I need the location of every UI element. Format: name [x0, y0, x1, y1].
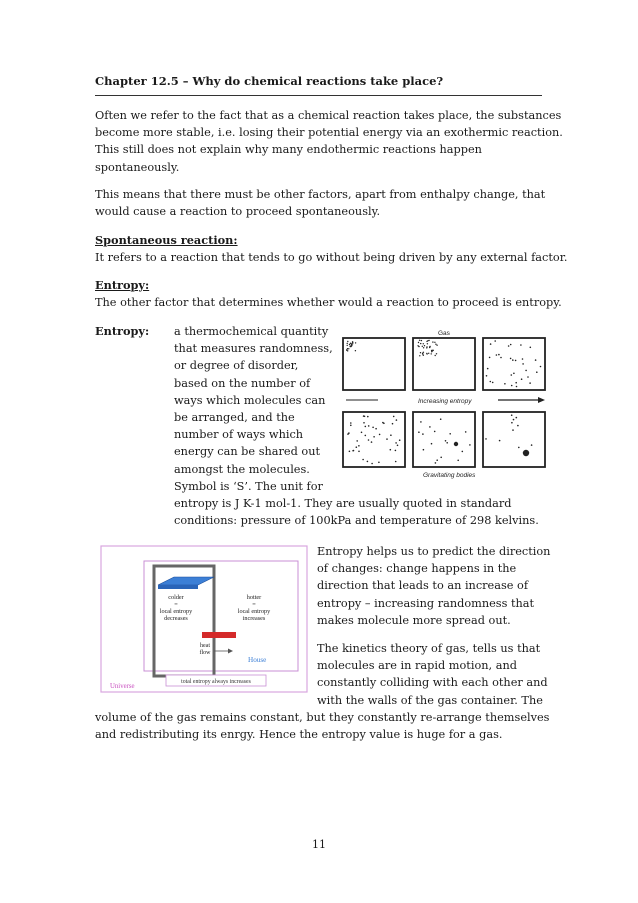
- particle: [347, 343, 348, 344]
- particle: [429, 426, 431, 428]
- particle: [422, 433, 424, 435]
- particle: [426, 346, 427, 347]
- particle: [362, 459, 364, 461]
- particle: [440, 457, 442, 459]
- equals-label: =: [252, 601, 256, 608]
- particle: [518, 447, 520, 449]
- text-line: amongst the molecules.: [174, 462, 310, 476]
- particle: [423, 355, 424, 356]
- particle: [435, 462, 437, 464]
- particle: [390, 449, 392, 451]
- particle: [536, 371, 538, 373]
- particle: [347, 433, 349, 435]
- particle: [347, 348, 348, 349]
- particle: [355, 342, 356, 343]
- particle: [521, 378, 523, 380]
- particle: [347, 341, 348, 342]
- particle: [399, 439, 401, 441]
- kinetic-paragraph-continued: [95, 709, 550, 743]
- particle: [469, 444, 471, 446]
- particle: [436, 459, 438, 461]
- particle: [500, 357, 502, 359]
- particle: [525, 370, 527, 372]
- particle: [420, 343, 421, 344]
- page-number: 11: [312, 838, 326, 851]
- particle: [499, 440, 501, 442]
- cluster-2: [523, 450, 529, 456]
- direction-paragraph: [317, 543, 550, 629]
- particle: [358, 451, 360, 453]
- particle: [511, 422, 513, 424]
- particle: [485, 438, 487, 440]
- particle: [386, 438, 388, 440]
- particle: [440, 418, 442, 420]
- particle: [424, 345, 425, 346]
- particle: [516, 417, 518, 419]
- particle: [494, 340, 496, 342]
- particle: [352, 342, 353, 343]
- particle: [365, 426, 367, 428]
- particle: [511, 385, 513, 387]
- kinetic-paragraph: [317, 640, 548, 709]
- particle: [420, 352, 421, 353]
- particle: [446, 442, 448, 444]
- particle: [531, 444, 533, 446]
- particle: [511, 374, 513, 376]
- total-entropy-label: total entropy always increases: [181, 679, 251, 685]
- heading-rule: [95, 95, 542, 96]
- particle: [371, 463, 373, 465]
- decreases-label: decreases: [164, 615, 188, 622]
- text-line: molecules are in rapid motion, and: [317, 659, 517, 673]
- particle: [348, 348, 349, 349]
- particle: [368, 425, 370, 427]
- house-label: House: [248, 656, 267, 664]
- universe-label: Universe: [110, 683, 135, 690]
- particle: [390, 434, 392, 436]
- definition-term: Entropy:: [95, 324, 150, 338]
- particle: [510, 344, 512, 346]
- arrow-head-icon: [538, 397, 545, 403]
- particle: [515, 382, 517, 384]
- spontaneous-text: It refers to a reaction that tends to go without being driven by any external factor.: [95, 251, 568, 265]
- particle: [498, 354, 500, 356]
- particle: [395, 461, 397, 463]
- particle: [350, 346, 351, 347]
- particle: [529, 382, 531, 384]
- text-line: entropy is J K-1 mol-1. They are usually quoted in standard: [174, 497, 512, 511]
- particle: [373, 436, 375, 438]
- particle: [496, 354, 498, 356]
- particle: [363, 422, 365, 424]
- grav-box-2: [413, 412, 475, 467]
- particle: [436, 353, 437, 354]
- particle: [361, 432, 363, 434]
- particle: [436, 345, 437, 346]
- particle: [358, 445, 360, 447]
- particle: [375, 428, 377, 430]
- particle: [445, 440, 447, 442]
- gas-label: Gas: [438, 330, 450, 337]
- particle: [347, 345, 348, 346]
- particle: [422, 346, 423, 347]
- gas-entropy-figure: [338, 326, 548, 486]
- particle: [457, 460, 459, 462]
- grav-box-3: [483, 412, 545, 467]
- particle: [435, 355, 436, 356]
- entropy-title: Entropy:: [95, 278, 150, 292]
- particle: [540, 366, 542, 368]
- cluster-1: [454, 442, 458, 446]
- particle: [431, 351, 432, 352]
- particle: [393, 416, 395, 418]
- particle: [431, 353, 432, 354]
- heater-bar: [202, 632, 236, 638]
- text-line: The kinetics theory of gas, tells us that: [317, 642, 541, 655]
- text-line: become more stable, i.e. losing their potential energy via an exothermic reaction.: [95, 126, 563, 140]
- particle: [513, 419, 515, 421]
- particle: [504, 383, 506, 385]
- particle: [423, 347, 424, 348]
- particle: [512, 429, 514, 431]
- particle: [383, 423, 385, 425]
- particle: [427, 340, 428, 341]
- particle: [368, 439, 370, 441]
- particle: [419, 355, 420, 356]
- hotter-label: hotter: [246, 594, 262, 601]
- particle: [535, 359, 537, 361]
- text-line: of changes: change happens in the: [317, 562, 517, 576]
- text-line: Entropy helps us to predict the direction: [317, 545, 551, 558]
- particle: [356, 446, 358, 448]
- particle: [510, 358, 512, 360]
- particle: [434, 342, 435, 343]
- text-line: ways which molecules can: [174, 393, 326, 407]
- particle: [423, 449, 425, 451]
- particle: [431, 443, 433, 445]
- particle: [508, 345, 510, 347]
- text-line: constantly colliding with each other and: [317, 676, 548, 690]
- particle: [462, 451, 464, 453]
- particle: [350, 422, 352, 424]
- particle: [490, 381, 492, 383]
- particle: [355, 350, 356, 351]
- particle: [435, 344, 436, 345]
- particle: [417, 345, 418, 346]
- particle: [420, 421, 422, 423]
- paragraph-1: [95, 107, 563, 176]
- text-line: would cause a reaction to proceed spontaneously.: [95, 205, 381, 219]
- entropy-text: The other factor that determines whether would a reaction to proceed is entropy.: [95, 296, 562, 310]
- particle: [492, 382, 494, 384]
- particle: [352, 343, 353, 344]
- particle: [419, 340, 420, 341]
- particle: [367, 416, 369, 418]
- particle: [364, 416, 366, 418]
- particle: [516, 386, 518, 388]
- particle: [530, 347, 532, 349]
- particle: [522, 358, 524, 360]
- particle: [429, 347, 430, 348]
- text-line: entropy – increasing randomness that: [317, 596, 535, 610]
- text-line: be arranged, and the: [174, 411, 295, 425]
- particle: [426, 353, 427, 354]
- increasing-entropy-label: Increasing entropy: [418, 398, 472, 405]
- particle: [395, 450, 397, 452]
- particle: [421, 340, 422, 341]
- particle: [396, 419, 398, 421]
- text-line: number of ways which: [174, 428, 304, 442]
- text-line: direction that leads to an increase of: [317, 579, 529, 593]
- particle: [351, 345, 352, 346]
- particle: [489, 357, 491, 359]
- equals-label: =: [174, 601, 178, 608]
- text-line: spontaneously.: [95, 160, 180, 174]
- flow-label: flow: [199, 650, 211, 656]
- gas-particles-bottom: [347, 414, 532, 464]
- particle: [434, 431, 436, 433]
- universe-figure: [100, 545, 308, 693]
- particle: [367, 461, 369, 463]
- entropy-section: [95, 277, 562, 311]
- particle: [351, 344, 352, 345]
- particle: [346, 350, 347, 351]
- particle: [428, 340, 429, 341]
- particle: [486, 375, 488, 377]
- particle: [428, 353, 429, 354]
- text-line: with the walls of the gas container. The: [317, 693, 543, 707]
- spontaneous-section: [95, 232, 567, 266]
- particle: [465, 431, 467, 433]
- particle: [397, 445, 399, 447]
- text-line: This still does not explain why many endothermic reactions happen: [95, 143, 482, 157]
- particle: [392, 423, 394, 425]
- particle: [490, 343, 492, 345]
- particle: [511, 414, 513, 416]
- spontaneous-title: Spontaneous reaction:: [95, 233, 238, 247]
- particle: [395, 442, 397, 444]
- particle: [422, 353, 423, 354]
- particle: [423, 343, 424, 344]
- local-entropy-label: local entropy: [159, 608, 193, 615]
- particle: [520, 344, 522, 346]
- particle: [349, 451, 351, 453]
- text-line: Symbol is ‘S’. The unit for: [174, 479, 323, 493]
- particle: [517, 425, 519, 427]
- text-line: or degree of disorder,: [174, 359, 299, 373]
- local-entropy-label: local entropy: [237, 608, 271, 615]
- heat-label: heat: [200, 643, 210, 649]
- cold-plate-front: [158, 585, 198, 589]
- particle: [371, 441, 373, 443]
- text-line: makes molecule more spread out.: [317, 613, 511, 627]
- particle: [353, 450, 355, 452]
- particle: [365, 435, 367, 437]
- particle: [379, 434, 381, 436]
- text-line: and redistributing its enrgy. Hence the entropy value is huge for a gas.: [95, 728, 503, 742]
- particle: [515, 360, 517, 362]
- gravitating-label: Gravitating bodies: [423, 472, 476, 479]
- text-line: a thermochemical quantity: [174, 325, 329, 338]
- colder-label: colder: [168, 594, 184, 601]
- text-line: conditions: pressure of 100kPa and temperature of 298 kelvins.: [174, 514, 539, 528]
- particle: [487, 368, 489, 370]
- particle: [432, 341, 433, 342]
- text-line: volume of the gas remains constant, but they constantly re-arrange themselves: [95, 711, 550, 724]
- particle: [522, 363, 524, 365]
- text-line: that measures randomness,: [174, 342, 333, 356]
- particle: [449, 433, 451, 435]
- particle: [513, 373, 515, 375]
- text-line: This means that there must be other factors, apart from enthalpy change, that: [95, 188, 546, 201]
- text-line: based on the number of: [174, 376, 311, 390]
- gas-particles-top: [346, 340, 541, 388]
- particle: [356, 440, 358, 442]
- particle: [418, 431, 420, 433]
- chapter-heading: Chapter 12.5 – Why do chemical reactions take place?: [95, 74, 444, 88]
- particle: [427, 343, 428, 344]
- text-line: Often we refer to the fact that as a chemical reaction takes place, the substances: [95, 109, 562, 122]
- increases-label: increases: [242, 615, 266, 622]
- particle: [349, 344, 350, 345]
- particle: [512, 359, 514, 361]
- text-line: energy can be shared out: [174, 445, 321, 459]
- paragraph-2: [95, 186, 545, 220]
- particle: [350, 425, 352, 427]
- particle: [372, 427, 374, 429]
- particle: [378, 462, 380, 464]
- particle: [350, 343, 351, 344]
- particle: [418, 342, 419, 343]
- particle: [527, 376, 529, 378]
- gas-box-1: [343, 338, 405, 390]
